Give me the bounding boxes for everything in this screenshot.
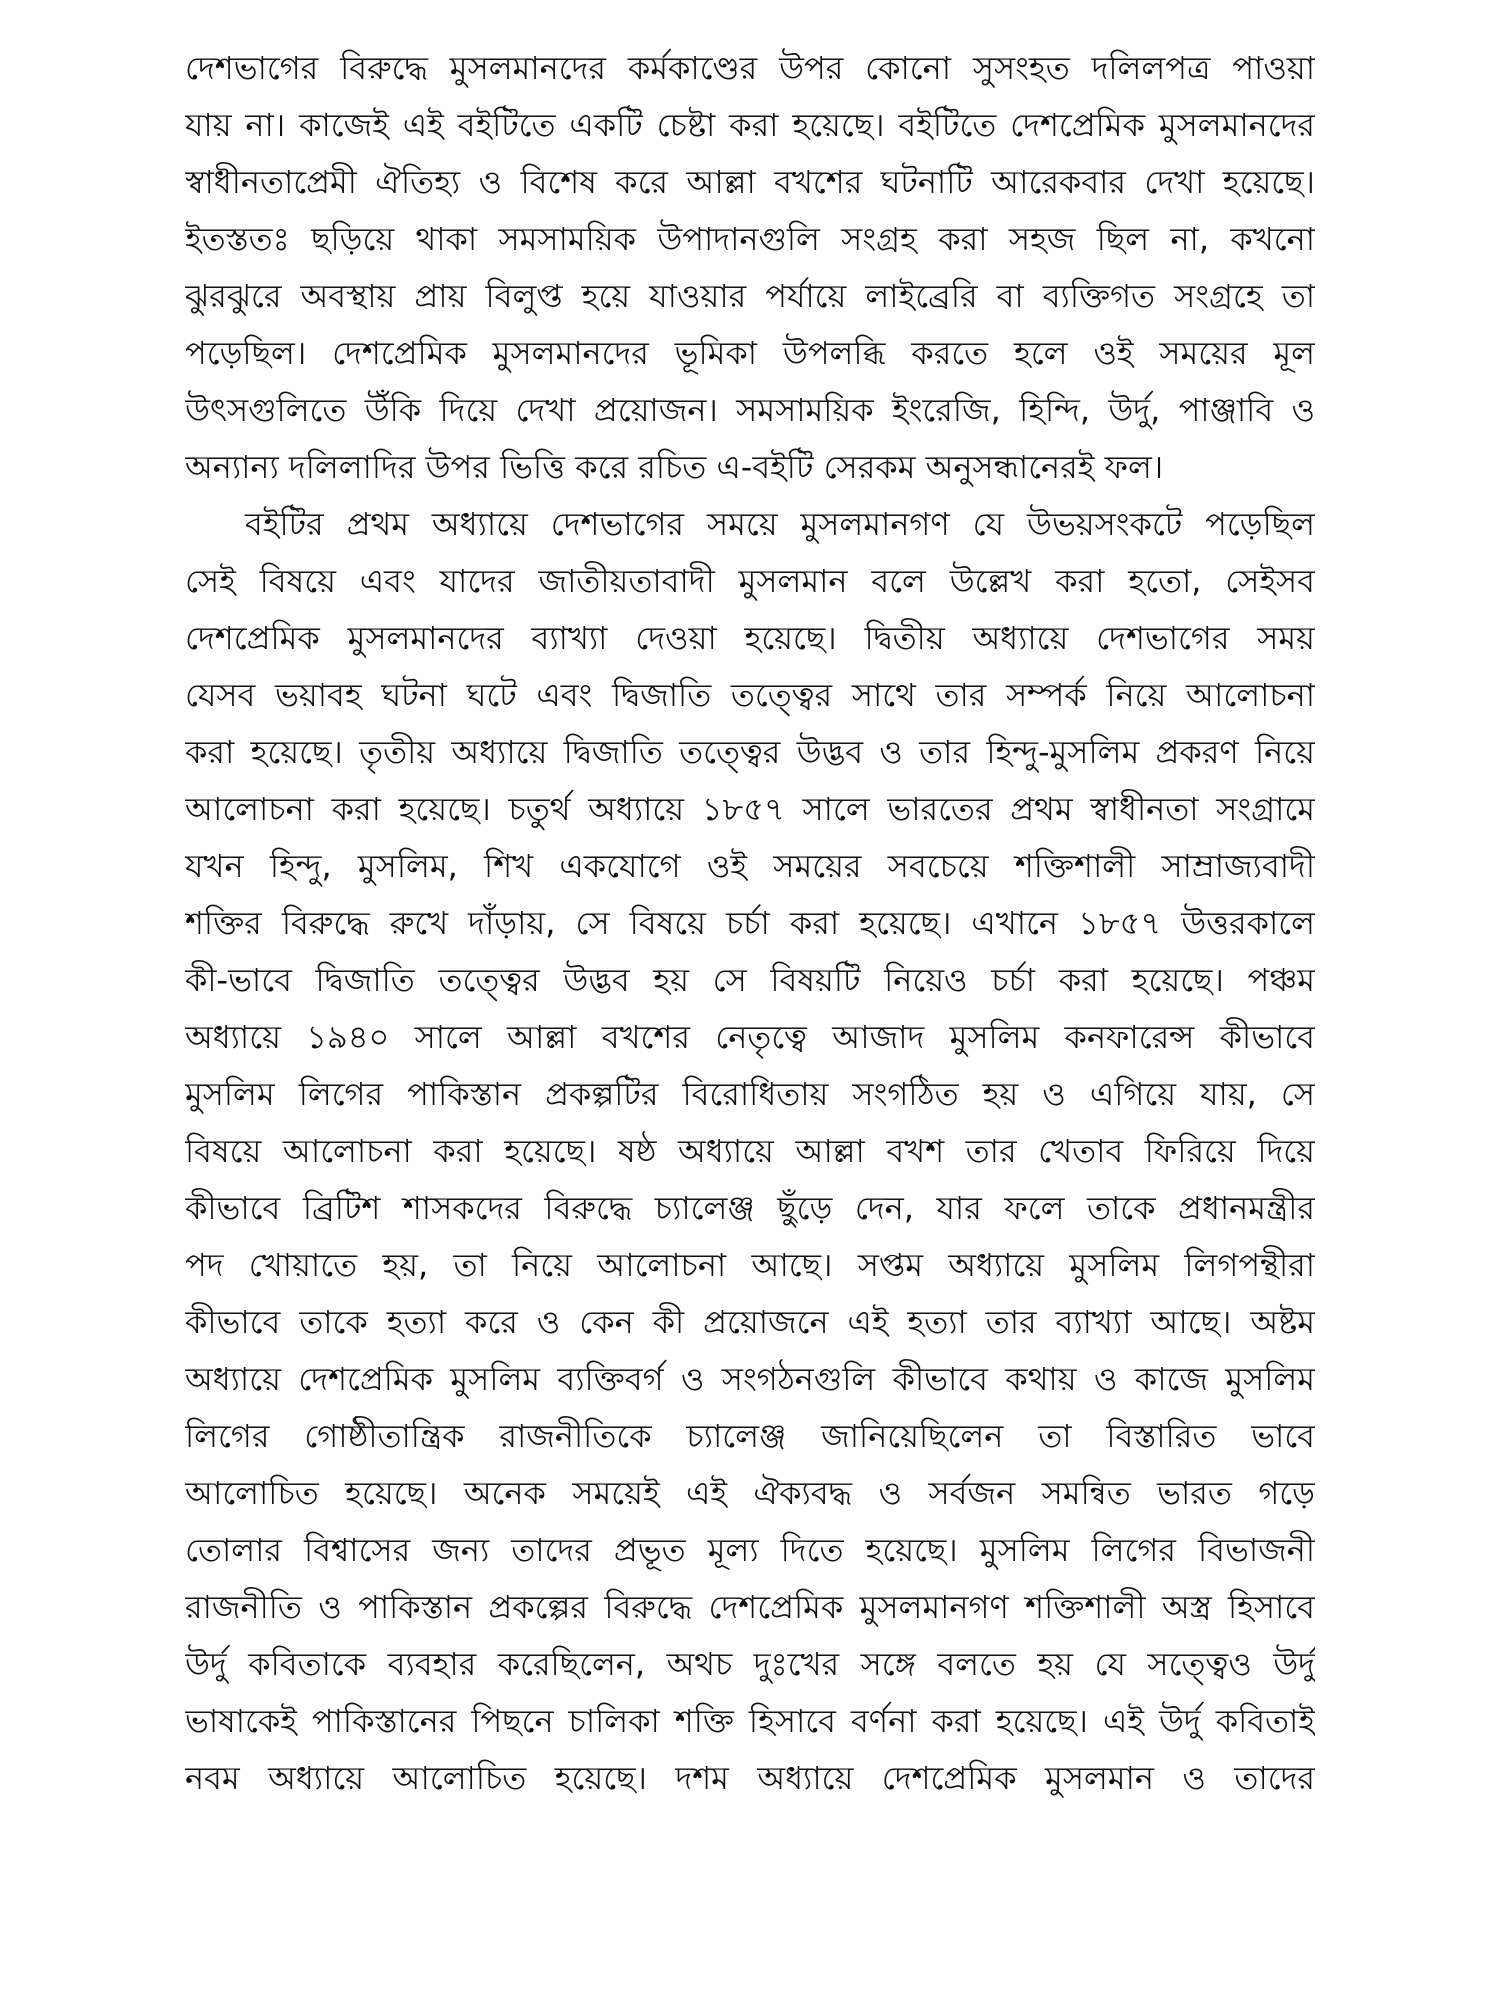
body-text xyxy=(185,40,1315,1807)
text-line: যখন হিন্দু, মুসলিম, শিখ একযোগে ওই সময়ের সবচেয়ে শক্তিশালী সাম্রাজ্যবাদী xyxy=(185,847,1315,885)
text-line: উৎসগুলিতে উঁকি দিয়ে দেখা প্রয়োজন। সমসাময়িক ইংরেজি, হিন্দি, উর্দু, পাঞ্জাবি ও xyxy=(185,391,1315,429)
text-line: অধ্যায়ে ১৯৪০ সালে আল্লা বখশের নেতৃত্বে আজাদ মুসলিম কনফারেন্স কীভাবে xyxy=(185,1018,1315,1056)
text-line: দেশভাগের বিরুদ্ধে মুসলমানদের কর্মকাণ্ডের উপর কোনো সুসংহত দলিলপত্র পাওয়া xyxy=(185,49,1315,87)
text-line: স্বাধীনতাপ্রেমী ঐতিহ্য ও বিশেষ করে আল্লা বখশের ঘটনাটি আরেকবার দেখা হয়েছে। xyxy=(185,163,1315,201)
text-line: তোলার বিশ্বাসের জন্য তাদের প্রভূত মূল্য দিতে হয়েছে। মুসলিম লিগের বিভাজনী xyxy=(185,1531,1315,1569)
text-line: পড়েছিল। দেশপ্রেমিক মুসলমানদের ভূমিকা উপলব্ধি করতে হলে ওই সময়ের মূল xyxy=(185,334,1315,372)
text-line: যেসব ভয়াবহ ঘটনা ঘটে এবং দ্বিজাতি তত্ত্বের সাথে তার সম্পর্ক নিয়ে আলোচনা xyxy=(185,676,1315,714)
text-line: ভাষাকেই পাকিস্তানের পিছনে চালিকা শক্তি হিসাবে বর্ণনা করা হয়েছে। এই উর্দু কবিতাই xyxy=(185,1702,1315,1740)
text-line: লিগের গোষ্ঠীতান্ত্রিক রাজনীতিকে চ্যালেঞ্জ জানিয়েছিলেন তা বিস্তারিত ভাবে xyxy=(185,1417,1315,1455)
text-line: বিষয়ে আলোচনা করা হয়েছে। ষষ্ঠ অধ্যায়ে আল্লা বখশ তার খেতাব ফিরিয়ে দিয়ে xyxy=(185,1132,1315,1170)
text-line: দেশপ্রেমিক মুসলমানদের ব্যাখ্যা দেওয়া হয়েছে। দ্বিতীয় অধ্যায়ে দেশভাগের সময় xyxy=(185,619,1315,657)
text-line: অধ্যায়ে দেশপ্রেমিক মুসলিম ব্যক্তিবর্গ ও সংগঠনগুলি কীভাবে কথায় ও কাজে মুসলিম xyxy=(185,1360,1315,1398)
text-line: মুসলিম লিগের পাকিস্তান প্রকল্পটির বিরোধিতায় সংগঠিত হয় ও এগিয়ে যায়, সে xyxy=(185,1075,1315,1113)
text-line: কীভাবে ব্রিটিশ শাসকদের বিরুদ্ধে চ্যালেঞ্জ ছুঁড়ে দেন, যার ফলে তাকে প্রধানমন্ত্রীর xyxy=(185,1189,1315,1227)
text-line: যায় না। কাজেই এই বইটিতে একটি চেষ্টা করা হয়েছে। বইটিতে দেশপ্রেমিক মুসলমানদের xyxy=(185,106,1315,144)
text-line: করা হয়েছে। তৃতীয় অধ্যায়ে দ্বিজাতি তত্ত্বের উদ্ভব ও তার হিন্দু-মুসলিম প্রকরণ নিয়ে xyxy=(185,733,1315,771)
text-line: ইতস্ততঃ ছড়িয়ে থাকা সমসাময়িক উপাদানগুলি সংগ্রহ করা সহজ ছিল না, কখনো xyxy=(185,220,1315,258)
text-line: উর্দু কবিতাকে ব্যবহার করেছিলেন, অথচ দুঃখের সঙ্গে বলতে হয় যে সত্ত্বেও উর্দু xyxy=(185,1645,1315,1683)
text-line: কীভাবে তাকে হত্যা করে ও কেন কী প্রয়োজনে এই হত্যা তার ব্যাখ্যা আছে। অষ্টম xyxy=(185,1303,1315,1341)
text-line: আলোচনা করা হয়েছে। চতুর্থ অধ্যায়ে ১৮৫৭ সালে ভারতের প্রথম স্বাধীনতা সংগ্রামে xyxy=(185,790,1315,828)
text-line: রাজনীতি ও পাকিস্তান প্রকল্পের বিরুদ্ধে দেশপ্রেমিক মুসলমানগণ শক্তিশালী অস্ত্র হিসাবে xyxy=(185,1588,1315,1626)
text-line: ঝুরঝুরে অবস্থায় প্রায় বিলুপ্ত হয়ে যাওয়ার পর্যায়ে লাইব্রেরি বা ব্যক্তিগত সংগ্রহে তা xyxy=(185,277,1315,315)
text-line: কী-ভাবে দ্বিজাতি তত্ত্বের উদ্ভব হয় সে বিষয়টি নিয়েও চর্চা করা হয়েছে। পঞ্চম xyxy=(185,961,1315,999)
text-line: সেই বিষয়ে এবং যাদের জাতীয়তাবাদী মুসলমান বলে উল্লেখ করা হতো, সেইসব xyxy=(185,562,1315,600)
text-line: পদ খোয়াতে হয়, তা নিয়ে আলোচনা আছে। সপ্তম অধ্যায়ে মুসলিম লিগপন্থীরা xyxy=(185,1246,1315,1284)
paragraph-first-line: বইটির প্রথম অধ্যায়ে দেশভাগের সময়ে মুসলমানগণ যে উভয়সংকটে পড়েছিল xyxy=(245,505,1315,543)
text-line: নবম অধ্যায়ে আলোচিত হয়েছে। দশম অধ্যায়ে দেশপ্রেমিক মুসলমান ও তাদের xyxy=(185,1759,1315,1797)
text-line: অন্যান্য দলিলাদির উপর ভিত্তি করে রচিত এ-বইটি সেরকম অনুসন্ধানেরই ফল। xyxy=(185,448,1164,486)
text-line: আলোচিত হয়েছে। অনেক সময়েই এই ঐক্যবদ্ধ ও সর্বজন সমন্বিত ভারত গড়ে xyxy=(185,1474,1315,1512)
text-line: শক্তির বিরুদ্ধে রুখে দাঁড়ায়, সে বিষয়ে চর্চা করা হয়েছে। এখানে ১৮৫৭ উত্তরকালে xyxy=(185,904,1315,942)
